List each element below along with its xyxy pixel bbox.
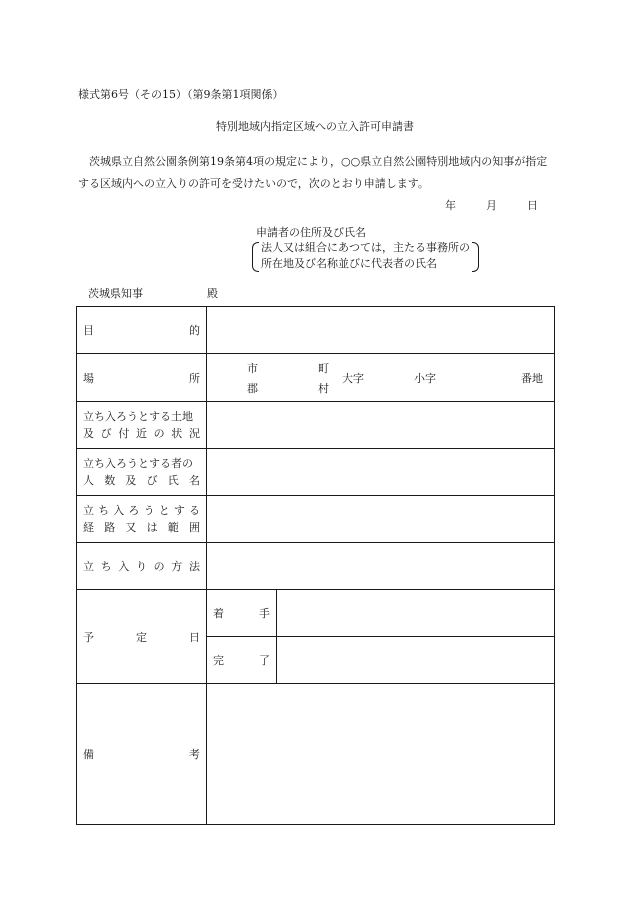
row-remarks	[77, 684, 555, 825]
label-remarks: 備 考	[77, 684, 207, 825]
corporation-note-line1: 法人又は組合にあつては，主たる事務所の	[261, 241, 470, 254]
document-title: 特別地域内指定区域への立入許可申請書	[216, 120, 414, 133]
row-persons	[77, 449, 555, 496]
input-persons[interactable]	[207, 449, 555, 496]
input-route[interactable]	[207, 496, 555, 543]
label-persons: 立ち入ろうとする者の 人 数 及 び 氏 名	[77, 449, 207, 496]
input-finish-date[interactable]	[277, 637, 555, 684]
label-finish: 完 了	[207, 637, 277, 684]
addressee-honorific: 殿	[207, 287, 218, 300]
row-purpose	[77, 307, 555, 354]
application-form-table	[76, 306, 555, 825]
input-purpose[interactable]	[207, 307, 555, 354]
addressee-name: 茨城県知事	[88, 287, 143, 300]
addressee	[88, 285, 218, 301]
label-method: 立 ち 入 り の 方 法	[77, 543, 207, 590]
form-number: 様式第6号（その15）（第9条第1項関係）	[78, 88, 284, 101]
place-gun: 郡	[247, 382, 258, 395]
date-month: 月	[486, 199, 497, 212]
row-place	[77, 354, 555, 402]
label-purpose: 目 的	[77, 307, 207, 354]
label-route: 立 ち 入 ろ う と す る 経 路 又 は 範 囲	[77, 496, 207, 543]
label-start: 着 手	[207, 590, 277, 637]
place-oaza: 大字	[342, 372, 364, 385]
label-land-condition: 立ち入ろうとする土地 及 び 付 近 の 状 況	[77, 402, 207, 449]
row-land-condition	[77, 402, 555, 449]
input-method[interactable]	[207, 543, 555, 590]
place-koaza: 小字	[414, 372, 436, 385]
date-year: 年	[445, 199, 456, 212]
right-bracket	[472, 242, 479, 272]
input-start-date[interactable]	[277, 590, 555, 637]
input-land-condition[interactable]	[207, 402, 555, 449]
applicant-address-name-label: 申請者の住所及び氏名	[256, 226, 366, 239]
place-mura: 村	[318, 382, 329, 395]
corporation-note	[252, 240, 479, 272]
label-place: 場 所	[77, 354, 207, 402]
corporation-note-line2: 所在地及び名称並びに代表者の氏名	[261, 257, 437, 270]
date-line	[445, 197, 538, 213]
left-bracket	[252, 242, 259, 272]
place-shi: 市	[247, 362, 258, 375]
input-place[interactable]	[207, 354, 555, 402]
date-day: 日	[527, 199, 538, 212]
row-schedule-start	[77, 590, 555, 637]
input-remarks[interactable]	[207, 684, 555, 825]
row-method	[77, 543, 555, 590]
label-schedule: 予 定 日	[77, 590, 207, 684]
place-banchi: 番地	[521, 372, 543, 385]
row-route	[77, 496, 555, 543]
place-machi: 町	[318, 362, 329, 375]
application-body-text: 茨城県立自然公園条例第19条第4項の規定により，○○県立自然公園特別地域内の知事が指定する区域内への立入りの許可を受けたいので，次のとおり申請します。	[78, 155, 548, 190]
